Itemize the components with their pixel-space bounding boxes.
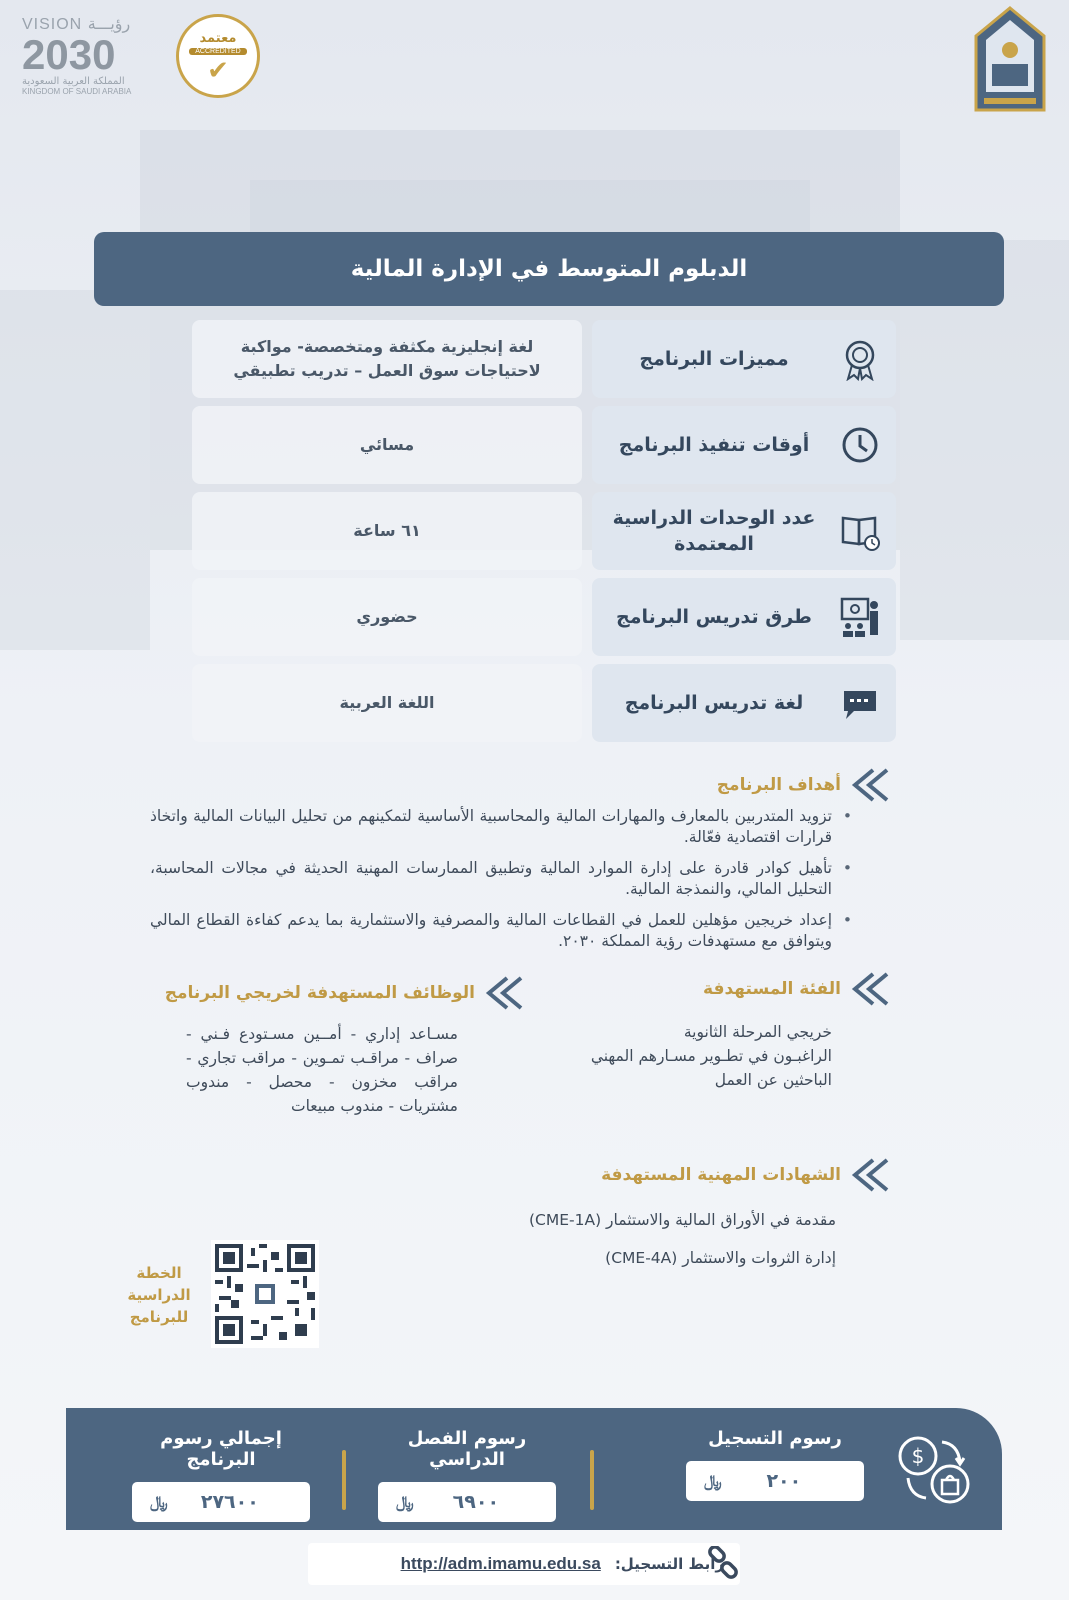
- riyal-icon: ﷼: [150, 1492, 168, 1511]
- info-key: لغة تدريس البرنامج: [592, 664, 896, 742]
- list-item: • تزويد المتدربين بالمعارف والمهارات المالية والمحاسبية الأساسية لتمكينهم من تحليل البيانات المالية واتخاذ قرارات اقتصادية فعّالة.: [150, 806, 852, 848]
- clock-icon: [836, 421, 884, 469]
- double-chevron-icon: [849, 972, 889, 1006]
- chat-bubble-icon: [836, 679, 884, 727]
- fee-semester: رسوم الفصل الدراسي ٦٩٠٠ ﷼: [378, 1428, 556, 1522]
- fee-divider: [590, 1450, 594, 1510]
- program-title: الدبلوم المتوسط في الإدارة المالية: [94, 232, 1004, 306]
- jobs-heading: الوظائف المستهدفة لخريجي البرنامج: [165, 976, 523, 1010]
- chain-link-icon: [706, 1546, 740, 1580]
- svg-text:$: $: [911, 1444, 925, 1468]
- list-item: خريجي المرحلة الثانوية: [683, 1023, 832, 1041]
- info-value: حضوري: [192, 578, 582, 656]
- vision-2030-logo: VISION رؤيـــة 2030 المملكة العربية السعودية KINGDOM OF SAUDI ARABIA: [22, 16, 132, 96]
- fees-panel: [66, 1408, 1002, 1530]
- riyal-icon: ﷼: [704, 1471, 722, 1490]
- info-value: مسائي: [192, 406, 582, 484]
- university-logo: [974, 6, 1046, 112]
- info-key: أوقات تنفيذ البرنامج: [592, 406, 896, 484]
- info-value: اللغة العربية: [192, 664, 582, 742]
- list-item: مقدمة في الأوراق المالية والاستثمار (CME-1A): [528, 1211, 836, 1229]
- list-item: الباحثين عن العمل: [714, 1071, 832, 1089]
- double-chevron-icon: [483, 976, 523, 1010]
- book-clock-icon: [836, 507, 884, 555]
- award-badge-icon: [836, 335, 884, 383]
- list-item: • تأهيل كوادر قادرة على إدارة الموارد المالية وتطبيق الممارسات المهنية الحديثة في مجالات المحاسبة، التحليل المالي، والنمذجة المالية.: [150, 858, 852, 900]
- fee-total: إجمالي رسوم البرنامج ٢٧٦٠٠ ﷼: [132, 1428, 310, 1522]
- list-item: إدارة الثروات والاستثمار (CME-4A): [605, 1249, 836, 1267]
- info-row-schedule: [192, 406, 896, 484]
- study-plan-qr-code[interactable]: [211, 1240, 319, 1348]
- target-list: [560, 1020, 832, 1092]
- goals-list: [150, 806, 852, 962]
- registration-label: رابط التسجيل:: [614, 1555, 724, 1573]
- fee-value: ٢٧٦٠٠: [200, 1491, 259, 1513]
- fee-registration: رسوم التسجيل ٢٠٠ ﷼: [686, 1428, 864, 1501]
- info-key: مميزات البرنامج: [592, 320, 896, 398]
- info-key: طرق تدريس البرنامج: [592, 578, 896, 656]
- info-row-language: [192, 664, 896, 742]
- fee-value: ٦٩٠٠: [452, 1491, 500, 1513]
- registration-url[interactable]: http://adm.imamu.edu.sa: [400, 1554, 601, 1573]
- info-row-features: [192, 320, 896, 398]
- list-item: • إعداد خريجين مؤهلين للعمل في القطاعات المالية والمصرفية والاستثمارية بما يدعم كفاءة القطاع المالي ويتوافق مع مستهدفات رؤية المملكة ٢٠٣٠.: [150, 910, 852, 952]
- info-row-teaching-method: [192, 578, 896, 656]
- double-chevron-icon: [849, 768, 889, 802]
- info-row-credit-hours: [192, 492, 896, 570]
- list-item: الراغبـون في تطـوير مسـارهم المهني: [590, 1047, 832, 1065]
- accredited-seal: معتمد ACCREDITED ✔: [176, 14, 260, 98]
- money-exchange-icon: [894, 1432, 974, 1508]
- jobs-text: مسـاعد إداري - أمــين مسـتودع فـني - صراف - مراقـب تمـوين - مراقب تجاري - مراقب مخزون - محصل - مندوب مشتريات - مندوب مبيعات: [186, 1025, 458, 1115]
- info-key: عدد الوحدات الدراسية المعتمدة: [592, 492, 896, 570]
- certs-list: [440, 1208, 836, 1284]
- target-heading: الفئة المستهدفة: [703, 972, 889, 1006]
- double-chevron-icon: [849, 1158, 889, 1192]
- qr-label: الخطة الدراسية للبرنامج: [127, 1264, 191, 1326]
- teacher-board-icon: [836, 593, 884, 641]
- fee-value: ٢٠٠: [766, 1470, 802, 1492]
- registration-link[interactable]: [308, 1543, 740, 1585]
- certs-heading: الشهادات المهنية المستهدفة: [601, 1158, 889, 1192]
- goals-heading: أهداف البرنامج: [717, 768, 889, 802]
- riyal-icon: ﷼: [396, 1492, 414, 1511]
- info-value: لغة إنجليزية مكثفة ومتخصصة- مواكبة لاحتياجات سوق العمل – تدريب تطبيقي: [192, 320, 582, 398]
- fee-divider: [342, 1450, 346, 1510]
- info-value: ٦١ ساعة: [192, 492, 582, 570]
